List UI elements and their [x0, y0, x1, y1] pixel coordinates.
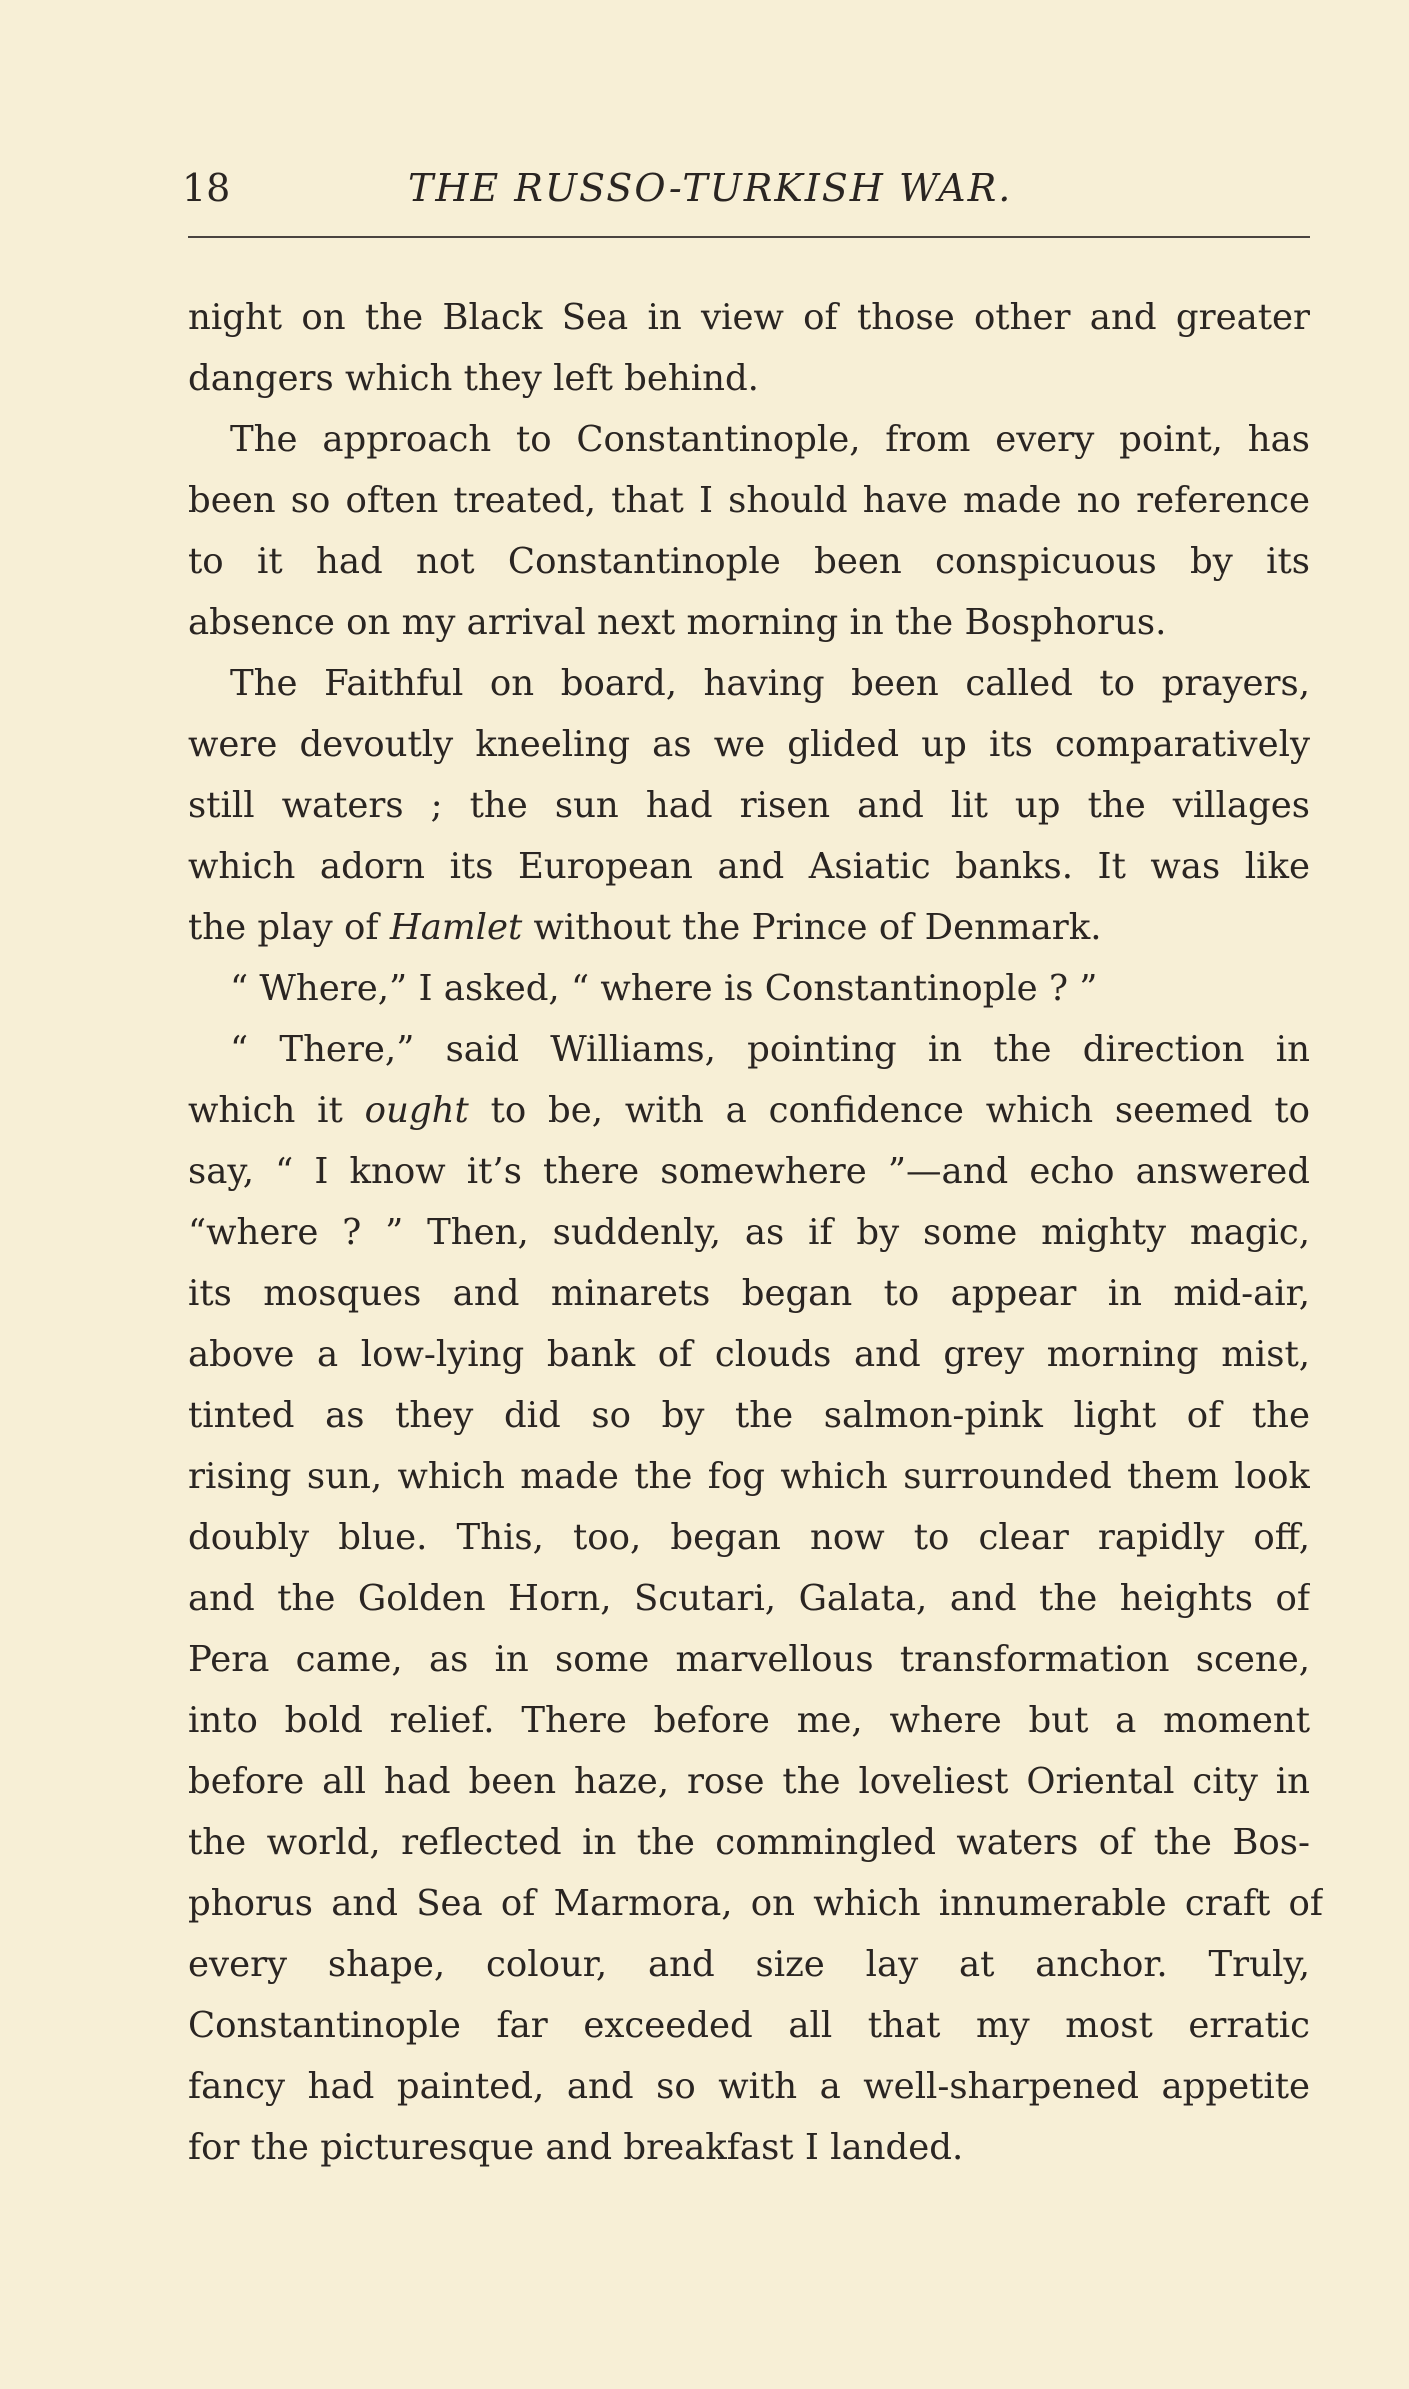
text-line: its mosques and minarets began to appear in mid-air, [188, 1273, 1310, 1314]
text-line: the world, reflected in the commingled waters of the Bos- [188, 1822, 1310, 1863]
text-line: phorus and Sea of Marmora, on which innumerable craft of [188, 1883, 1323, 1924]
text-line: for the picturesque and breakfast I landed. [188, 2127, 964, 2168]
text-line: been so often treated, that I should have made no reference [188, 480, 1310, 521]
text-line: night on the Black Sea in view of those other and greater [188, 297, 1310, 338]
text-line: were devoutly kneeling as we glided up its comparatively [188, 724, 1310, 765]
text-line: fancy had painted, and so with a well-sharpened appetite [188, 2066, 1310, 2107]
text-line: and the Golden Horn, Scutari, Galata, and the heights of [188, 1578, 1310, 1619]
running-head [182, 158, 1302, 218]
text-line: dangers which they left behind. [188, 358, 759, 399]
running-title: THE RUSSO-TURKISH WAR. [408, 166, 1013, 210]
text-line: to it had not Constantinople been conspicuous by its [188, 541, 1310, 582]
text-line: into bold relief. There before me, where but a moment [188, 1700, 1310, 1741]
text-line: Pera came, as in some marvellous transformation scene, [188, 1639, 1310, 1680]
text-line: doubly blue. This, too, began now to clear rapidly off, [188, 1517, 1310, 1558]
text-line: every shape, colour, and size lay at anchor. Truly, [188, 1944, 1310, 1985]
header-rule [188, 236, 1310, 238]
text-line: which adorn its European and Asiatic banks. It was like [188, 846, 1310, 887]
text-line: Constantinople far exceeded all that my most erratic [188, 2005, 1310, 2046]
text-line: “ Where,” I asked, “ where is Constantinople ? ” [230, 968, 1098, 1009]
text-line: still waters ; the sun had risen and lit up the villages [188, 785, 1310, 826]
body-text [188, 287, 1323, 2178]
text-fragment: to be, with a confidence which seemed to [468, 1090, 1310, 1131]
text-line: say, “ I know it’s there somewhere ”—and echo answered [188, 1151, 1310, 1192]
page-number: 18 [182, 166, 231, 210]
italic-title: Hamlet [389, 907, 523, 948]
text-line [188, 897, 1310, 958]
text-line [188, 1080, 1310, 1141]
text-line: before all had been haze, rose the loveliest Oriental city in [188, 1761, 1310, 1802]
text-line: The approach to Constantinople, from every point, has [230, 419, 1310, 460]
text-fragment: the play of [188, 907, 390, 948]
text-line: “where ? ” Then, suddenly, as if by some mighty magic, [188, 1212, 1310, 1253]
italic-word: ought [364, 1090, 469, 1131]
text-line: absence on my arrival next morning in the Bosphorus. [188, 602, 1167, 643]
text-line: “ There,” said Williams, pointing in the direction in [230, 1029, 1310, 1070]
text-line: above a low-lying bank of clouds and grey morning mist, [188, 1334, 1310, 1375]
text-line: rising sun, which made the fog which surrounded them look [188, 1456, 1310, 1497]
text-line: The Faithful on board, having been called to prayers, [230, 663, 1310, 704]
text-line: tinted as they did so by the salmon-pink light of the [188, 1395, 1310, 1436]
text-fragment: without the Prince of Denmark. [522, 907, 1102, 948]
text-fragment: which it [188, 1090, 365, 1131]
